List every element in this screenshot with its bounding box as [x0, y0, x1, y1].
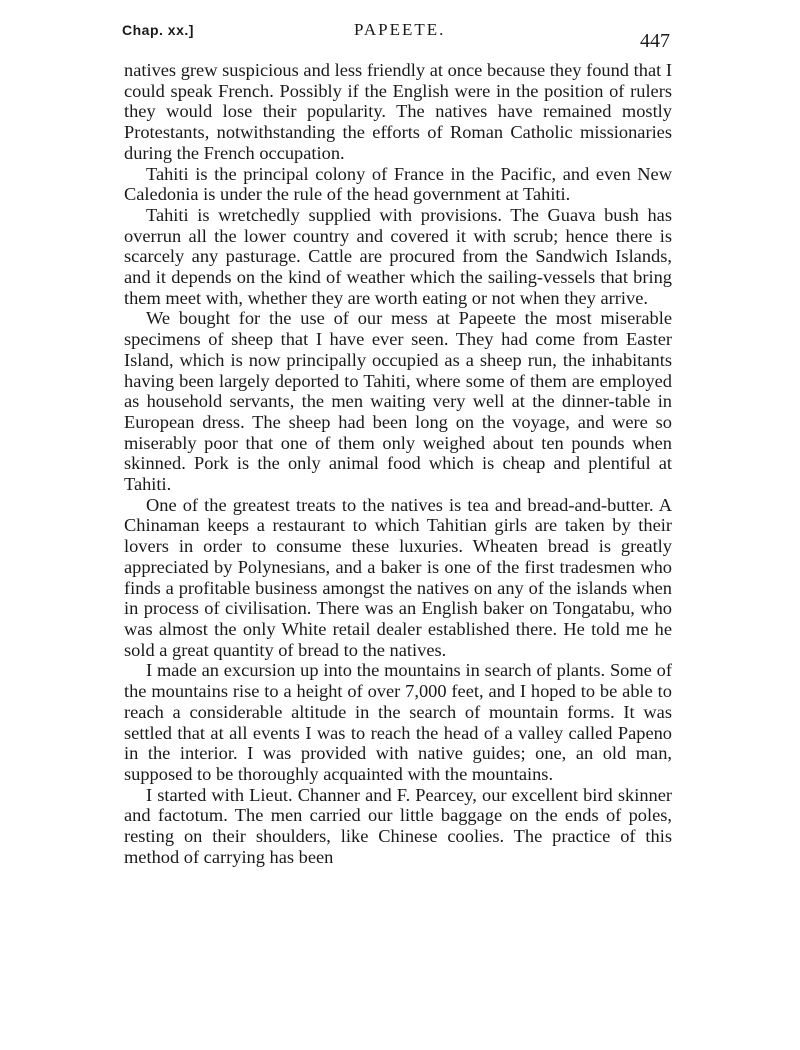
paragraph: Tahiti is wretchedly supplied with provisions. The Guava bush has overrun all the lower country and covered it with scrub; hence there is scarcely any pasturage. Cattle are procured from the Sandwich Islands, and it depends on the kind of weather which the sailing-vessels that bring them meet with, whether they are worth eating or not when they arrive. [124, 204, 672, 308]
paragraph: natives grew suspicious and less friendly at once because they found that I could speak French. Possibly if the English were in the position of rulers they would lose their popularity. The natives have remained mostly Protestants, notwithstanding the efforts of Roman Catholic missionaries during the French occupation. [124, 60, 672, 163]
paragraph: Tahiti is the principal colony of France in the Pacific, and even New Caledonia is under the rule of the head government at Tahiti. [124, 163, 672, 205]
running-title: PAPEETE. [354, 20, 446, 39]
paragraph: I made an excursion up into the mountains in search of plants. Some of the mountains rise to a height of over 7,000 feet, and I hoped to be able to reach a considerable altitude in the search of mountain forms. It was settled that at all events I was to reach the head of a valley called Papeno in the interior. I was provided with native guides; one, an old man, supposed to be thoroughly acquainted with the mountains. [124, 660, 672, 784]
paragraph: I started with Lieut. Channer and F. Pearcey, our excellent bird skinner and factotum. The men carried our little baggage on the ends of poles, resting on their shoulders, like Chinese coolies. The practice of this method of carrying has been [124, 784, 672, 867]
paragraph: One of the greatest treats to the natives is tea and bread-and-butter. A Chinaman keeps a restaurant to which Tahitian girls are taken by their lovers in order to consume these luxuries. Wheaten bread is greatly appreciated by Polynesians, and a baker is one of the first tradesmen who finds a profitable business amongst the natives on any of the islands when in process of civilisation. There was an English baker on Tongatabu, who was almost the only White retail dealer established there. He told me he sold a great quantity of bread to the natives. [124, 494, 672, 660]
page-number: 447 [640, 30, 670, 52]
paragraph: We bought for the use of our mess at Papeete the most miserable specimens of sheep that I have ever seen. They had come from Easter Island, which is now principally occupied as a sheep run, the inhabitants having been largely deported to Tahiti, where some of them are employed as household servants, the men waiting very well at the dinner-table in European dress. The sheep had been long on the voyage, and were so miserably poor that one of them only weighed about ten pounds when skinned. Pork is the only animal food which is cheap and plentiful at Tahiti. [124, 308, 672, 495]
running-head [122, 16, 670, 56]
body-text [124, 60, 672, 867]
chapter-label: Chap. xx.] [122, 22, 194, 38]
